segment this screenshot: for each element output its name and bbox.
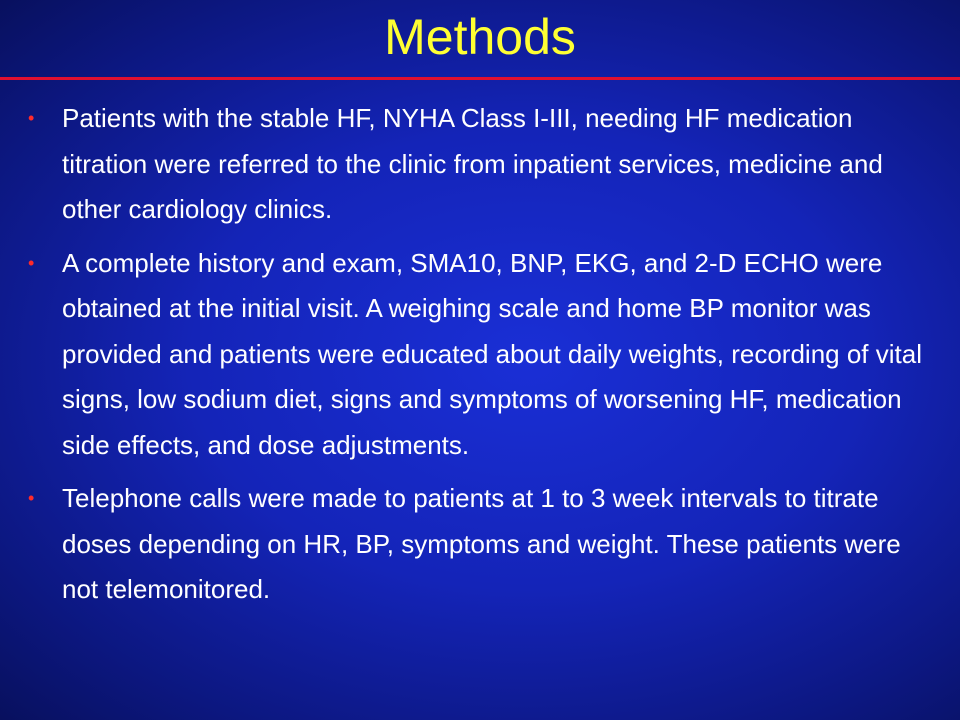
title-divider	[0, 77, 960, 80]
bullet-item	[0, 96, 960, 233]
bullet-marker-icon: •	[28, 252, 35, 273]
bullet-text: Patients with the stable HF, NYHA Class I-III, needing HF medication titration were referred to the clinic from inpatient services, medicine and other cardiology clinics.	[62, 103, 883, 224]
bullet-marker-icon: •	[28, 108, 35, 128]
bullet-item	[0, 476, 960, 613]
bullet-list	[0, 96, 960, 621]
bullet-item	[0, 241, 960, 469]
bullet-marker-icon: •	[28, 488, 35, 508]
slide-title: Methods	[384, 9, 576, 65]
bullet-text: A complete history and exam, SMA10, BNP, EKG, and 2-D ECHO were obtained at the initial visit. A weighing scale and home BP monitor was provided and patients were educated about daily weights, recording of vital signs, low sodium diet, signs and symptoms of worsening HF, medication side effects, and dose adjustments.	[62, 247, 922, 460]
bullet-text: Telephone calls were made to patients at 1 to 3 week intervals to titrate doses depending on HR, BP, symptoms and weight. These patients were not telemonitored.	[62, 483, 901, 604]
